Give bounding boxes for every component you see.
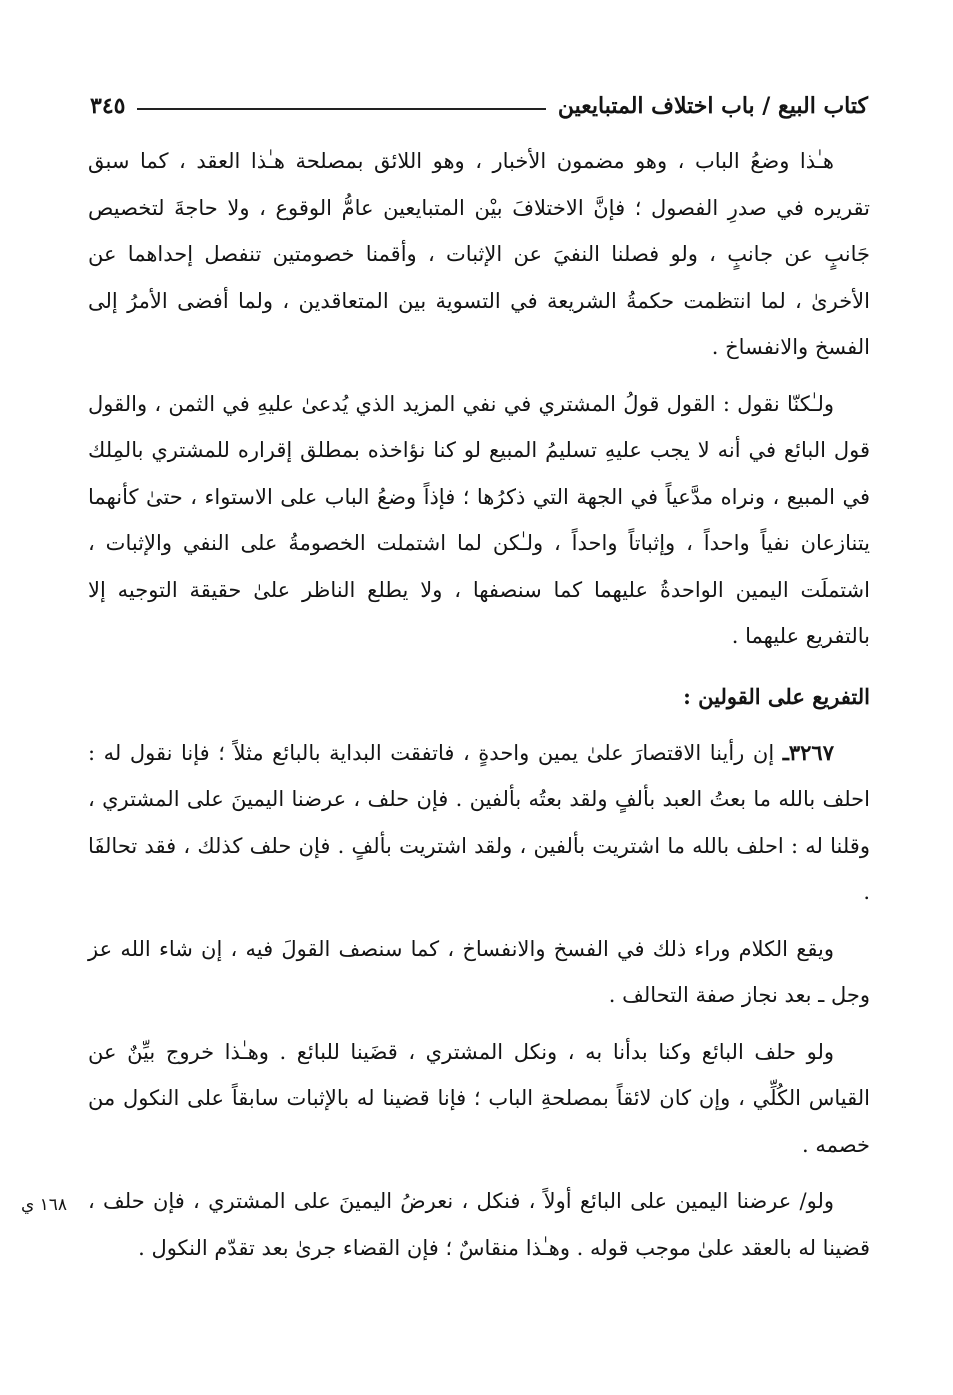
paragraph-5: ولو حلف البائع وكنا بدأنا به ، ونكل المشتري ، قضَينا للبائع . وهـٰذا خروج بيِّنٌ عن القياس الكُلِّي ، وإن كان لائقاً بمصلحةِ الباب ؛ فإنا قضينا له بالإثبات سابقاً على النكول من خصمه .	[88, 1039, 870, 1157]
page-number: ٣٤٥	[90, 93, 126, 119]
paragraph-6: ولو/ عرضنا اليمين على البائع أولاً ، فنكل ، نعرضُ اليمينَ على المشتري ، فإن حلف ، قضينا له بالعقد علىٰ موجب قوله . وهـٰذا منقاسٌ ؛ فإن القضاء جرىٰ بعد تقدّم النكول .	[88, 1189, 870, 1260]
paragraph-3	[88, 730, 870, 916]
paragraph-1: هـٰذا وضعُ الباب ، وهو مضمون الأخبار ، وهو اللائق بمصلحة هـٰذا العقد ، كما سبق تقريره في صدرِ الفصول ؛ فإنَّ الاختلافَ بيْن المتبايعين عامُّ الوقوع ، ولا حاجةَ لتخصيص جَانبٍ عن جانبٍ ، ولو فصلنا النفيَ عن الإثبات ، وأقمنا خصومتين تنفصل إحداهما عن الأخرىٰ ، لما انتظمت حكمةُ الشريعة في التسوية بين المتعاقدين ، ولما أفضى الأمرُ إلى الفسخ والانفساخ .	[88, 149, 870, 359]
paragraph-3-text: إن رأينا الاقتصارَ علىٰ يمين واحدةٍ ، فاتفقت البداية بالبائع مثلاً ؛ فإنا نقول له : احلف بالله ما بعتُ العبد بألفٍ ولقد بعتُه بألفين . فإن حلف ، عرضنا اليمينَ على المشتري ، وقلنا له : احلف بالله ما اشتريت بألفين ، ولقد اشتريت بألفٍ . فإن حلف كذلك ، فقد تحالفَا .	[88, 740, 870, 904]
running-header	[90, 86, 868, 126]
issue-number: ٣٢٦٧ـ	[782, 739, 834, 765]
section-heading: التفريع على القولين :	[683, 683, 870, 709]
paragraph-2: ولـٰكنّا نقول : القول قولُ المشتري في نفي المزيد الذي يُدعىٰ عليهِ في الثمن ، والقول قول البائع في أنه لا يجب عليهِ تسليمُ المبيع لو كنا نؤاخذه بمطلق إقراره للمشتري بالمِلك في المبيع ، ونراه مدَّعياً في الجهة التي ذكرُها ؛ فإذاً وضعُ الباب على الاستواء ، حتىٰ كأنهما يتنازعان نفياً واحداً ، وإثباتاً واحداً ، ولـٰكن لما اشتملت الخصومةُ على النفي والإثبات ، اشتملَت اليمين الواحدةُ عليهما كما سنصفها ، ولا يطلع الناظر علىٰ حقيقة التوجيه إلا بالتفريع عليهما .	[88, 391, 870, 648]
header-rule	[137, 108, 545, 110]
chapter-title: كتاب البيع / باب اختلاف المتبايعين	[557, 93, 868, 119]
paragraph-4: ويقع الكلام وراء ذلك في الفسخ والانفساخ ، كما سنصف القولَ فيه ، إن شاء الله عز وجل ـ بعد نجاز صفة التحالف .	[88, 936, 870, 1007]
manuscript-folio-note: ١٦٨ ي	[20, 1195, 68, 1215]
main-text	[88, 138, 870, 1271]
